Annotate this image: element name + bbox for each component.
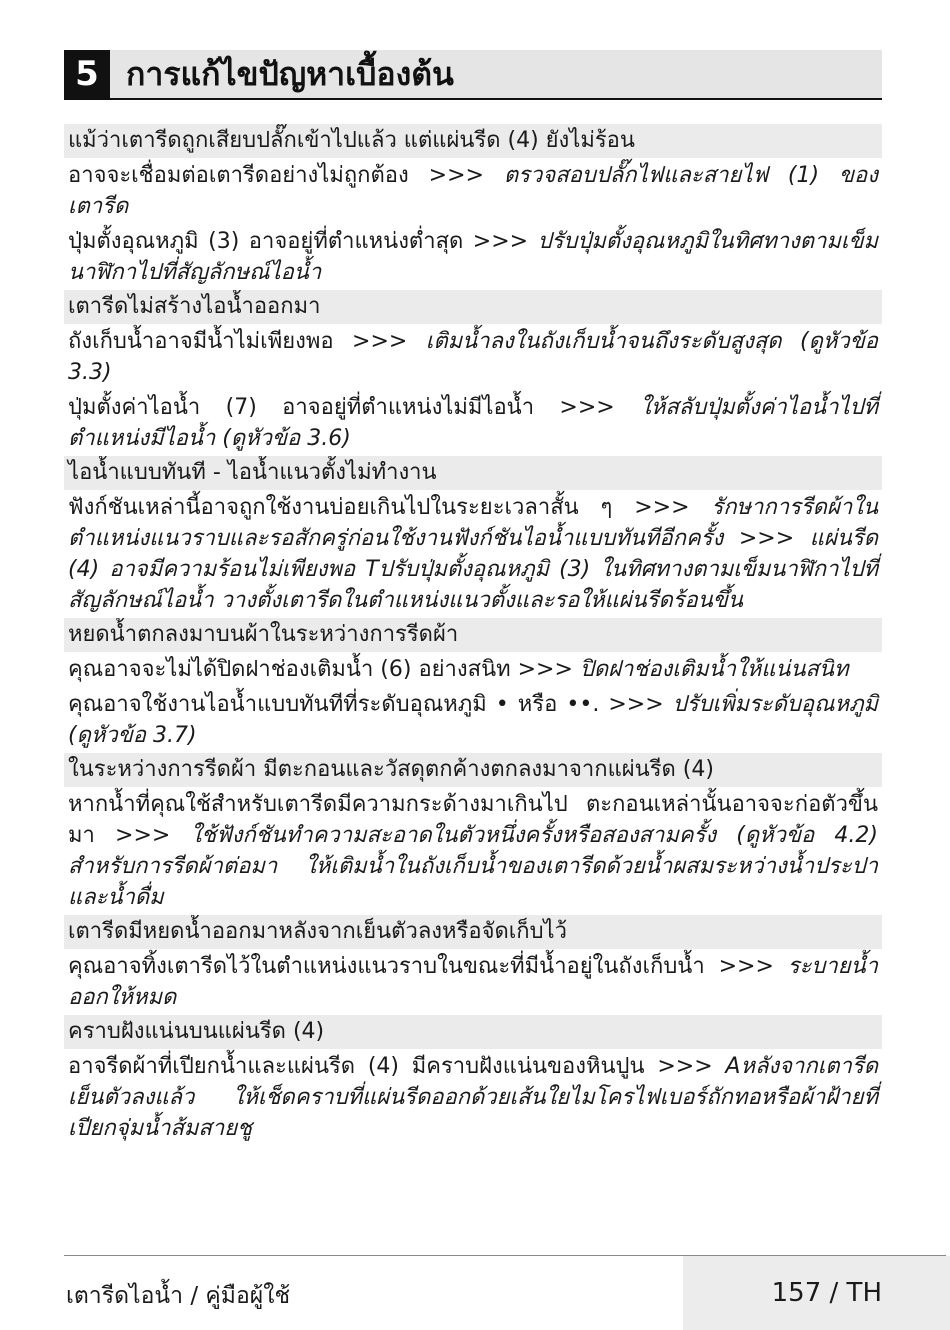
cause-text: ถังเก็บน้ำอาจมีน้ำไม่เพียงพอ — [68, 329, 353, 354]
action-text: >>> ระบายน้ำออกให้หมด — [68, 954, 878, 1010]
action-text: >>> ปรับปุ่มตั้งอุณหภูมิในทิศทางตามเข็มนาฬิกาไปที่สัญลักษณ์ไอน้ำ — [68, 229, 878, 285]
problem-solution — [64, 949, 882, 1015]
footer-product-title: เตารีดไอน้ำ / คู่มือผู้ใช้ — [66, 1283, 291, 1309]
problem-heading: ไอน้ำแบบทันที - ไอน้ำแนวตั้งไม่ทำงาน — [64, 456, 882, 490]
cause-text: คุณอาจใช้งานไอน้ำแบบทันทีที่ระดับอุณหภูมิ • หรือ ••. — [68, 692, 609, 717]
cause-text: ปุ่มตั้งค่าไอน้ำ (7) อาจอยู่ที่ตำแหน่งไม่มีไอน้ำ — [68, 395, 560, 420]
problem-solution — [64, 652, 882, 687]
cause-text: คุณอาจทิ้งเตารีดไว้ในตำแหน่งแนวราบในขณะที่มีน้ำอยู่ในถังเก็บน้ำ — [68, 954, 719, 979]
problem-solution — [64, 224, 882, 290]
cause-text: อาจจะเชื่อมต่อเตารีดอย่างไม่ถูกต้อง — [68, 163, 429, 188]
action-text: >>> เติมน้ำลงในถังเก็บน้ำจนถึงระดับสูงสุด (ดูหัวข้อ 3.3) — [68, 329, 878, 385]
cause-text: ปุ่มตั้งอุณหภูมิ (3) อาจอยู่ที่ตำแหน่งต่ำสุด — [68, 229, 473, 254]
problem-solution — [64, 324, 882, 390]
troubleshooting-content — [64, 124, 882, 1146]
section-title: การแก้ไขปัญหาเบื้องต้น — [126, 55, 454, 93]
action-text: >>> ใช้ฟังก์ชันทำความสะอาดในตัวหนึ่งครั้งหรือสองสามครั้ง (ดูหัวข้อ 4.2) สำหรับการรีดผ้าต่อมา ให้เติมน้ำในถังเก็บน้ำของเตารีดด้วยน้ำผสมระหว่างน้ำประปาและน้ำดื่ม — [68, 823, 878, 910]
problem-solution — [64, 1049, 882, 1146]
action-text: >>> ให้สลับปุ่มตั้งค่าไอน้ำไปที่ตำแหน่งมีไอน้ำ (ดูหัวข้อ 3.6) — [68, 395, 878, 451]
section-header — [64, 50, 882, 100]
problem-solution — [64, 390, 882, 456]
action-text: >>> รักษาการรีดผ้าในตำแหน่งแนวราบและรอสักครู่ก่อนใช้งานฟังก์ชันไอน้ำแบบทันทีอีกครั้ง >>> แผ่นรีด (4) อาจมีความร้อนไม่เพียงพอ Tปรับปุ่มตั้งอุณหภูมิ (3) ในทิศทางตามเข็มนาฬิกาไปที่สัญลักษณ์ไอน้ำ วางตั้งเตารีดในตำแหน่งแนวตั้งและรอให้แผ่นรีดร้อนขึ้น — [68, 495, 878, 613]
problem-solution — [64, 490, 882, 618]
action-text: >>> ปรับเพิ่มระดับอุณหภูมิ (ดูหัวข้อ 3.7) — [68, 692, 878, 748]
cause-text: คุณอาจจะไม่ได้ปิดฝาช่องเติมน้ำ (6) อย่างสนิท — [68, 657, 518, 682]
problem-solution — [64, 687, 882, 753]
cause-text: ฟังก์ชันเหล่านี้อาจถูกใช้งานบ่อยเกินไปในระยะเวลาสั้น ๆ — [68, 495, 635, 520]
action-text: >>> ปิดฝาช่องเติมน้ำให้แน่นสนิท — [517, 657, 849, 682]
action-text: >>> Aหลังจากเตารีดเย็นตัวลงแล้ว ให้เช็ดคราบที่แผ่นรีดออกด้วยเส้นใยไมโครไฟเบอร์ถักทอหรือผ้าฝ้ายที่เปียกจุ่มน้ำส้มสายชู — [68, 1054, 878, 1141]
problem-heading: เตารีดไม่สร้างไอน้ำออกมา — [64, 290, 882, 324]
problem-heading: เตารีดมีหยดน้ำออกมาหลังจากเย็นตัวลงหรือจัดเก็บไว้ — [64, 915, 882, 949]
action-text: >>> ตรวจสอบปลั๊กไฟและสายไฟ (1) ของเตารีด — [68, 163, 878, 219]
problem-heading: คราบฝังแน่นบนแผ่นรีด (4) — [64, 1015, 882, 1049]
problem-heading: แม้ว่าเตารีดถูกเสียบปลั๊กเข้าไปแล้ว แต่แผ่นรีด (4) ยังไม่ร้อน — [64, 124, 882, 158]
problem-heading: หยดน้ำตกลงมาบนผ้าในระหว่างการรีดผ้า — [64, 618, 882, 652]
footer-page-number: 157 / TH — [771, 1278, 882, 1308]
problem-heading: ในระหว่างการรีดผ้า มีตะกอนและวัสดุตกค้างตกลงมาจากแผ่นรีด (4) — [64, 753, 882, 787]
cause-text: อาจรีดผ้าที่เปียกน้ำและแผ่นรีด (4) มีคราบฝังแน่นของหินปูน — [68, 1054, 658, 1079]
problem-solution — [64, 787, 882, 915]
cause-text: หากน้ำที่คุณใช้สำหรับเตารีดมีความกระด้างมาเกินไป ตะกอนเหล่านั้นอาจจะก่อตัวขึ้นมา — [68, 792, 878, 848]
problem-solution — [64, 158, 882, 224]
section-number: 5 — [64, 50, 110, 98]
